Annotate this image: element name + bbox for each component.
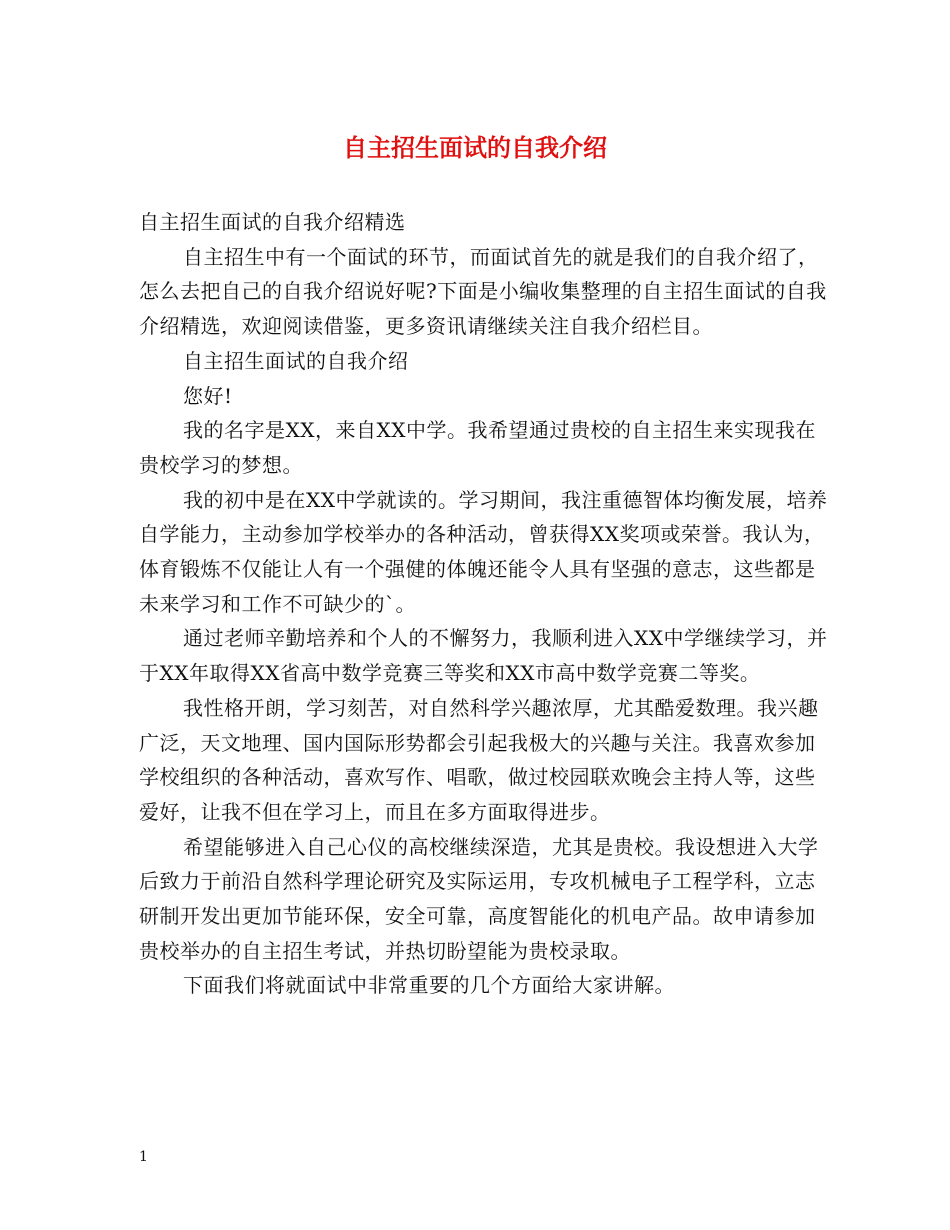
paragraph: 我性格开朗，学习刻苦，对自然科学兴趣浓厚，尤其酷爱数理。我兴趣广泛，天文地理、国内国际形势都会引起我极大的兴趣与关注。我喜欢参加学校组织的各种活动，喜欢写作、唱歌，做过校园联欢晚会主持人等，这些爱好，让我不但在学习上，而且在多方面取得进步。 — [139, 695, 819, 824]
page-number: 1 — [139, 1149, 148, 1165]
paragraph: 自主招生面试的自我介绍精选 — [139, 210, 406, 234]
paragraph: 我的名字是XX，来自XX中学。我希望通过贵校的自主招生来实现我在贵校学习的梦想。 — [139, 418, 816, 477]
paragraph: 自主招生中有一个面试的环节，而面试首先的就是我们的自我介绍了，怎么去把自己的自我介绍说好呢?下面是小编收集整理的自主招生面试的自我介绍精选，欢迎阅读借鉴，更多资讯请继续关注自我介绍栏目。 — [139, 244, 827, 339]
paragraph: 自主招生面试的自我介绍 — [183, 348, 409, 373]
paragraph: 下面我们将就面试中非常重要的几个方面给大家讲解。 — [183, 973, 675, 998]
document-title: 自主招生面试的自我介绍 — [343, 133, 607, 162]
paragraph: 您好! — [183, 383, 233, 408]
document-body — [139, 205, 829, 1003]
paragraph: 我的初中是在XX中学就读的。学习期间，我注重德智体均衡发展，培养自学能力，主动参加学校举办的各种活动，曾获得XX奖项或荣誉。我认为，体育锻炼不仅能让人有一个强健的体魄还能令人具有坚强的意志，这些都是未来学习和工作不可缺少的`。 — [139, 487, 828, 616]
paragraph: 希望能够进入自己心仪的高校继续深造，尤其是贵校。我设想进入大学后致力于前沿自然科学理论研究及实际运用，专攻机械电子工程学科，立志研制开发出更加节能环保，安全可靠，高度智能化的机电产品。故申请参加贵校举办的自主招生考试，并热切盼望能为贵校录取。 — [139, 834, 819, 963]
paragraph: 通过老师辛勤培养和个人的不懈努力，我顺利进入XX中学继续学习，并于XX年取得XX省高中数学竞赛三等奖和XX市高中数学竞赛二等奖。 — [139, 626, 828, 686]
